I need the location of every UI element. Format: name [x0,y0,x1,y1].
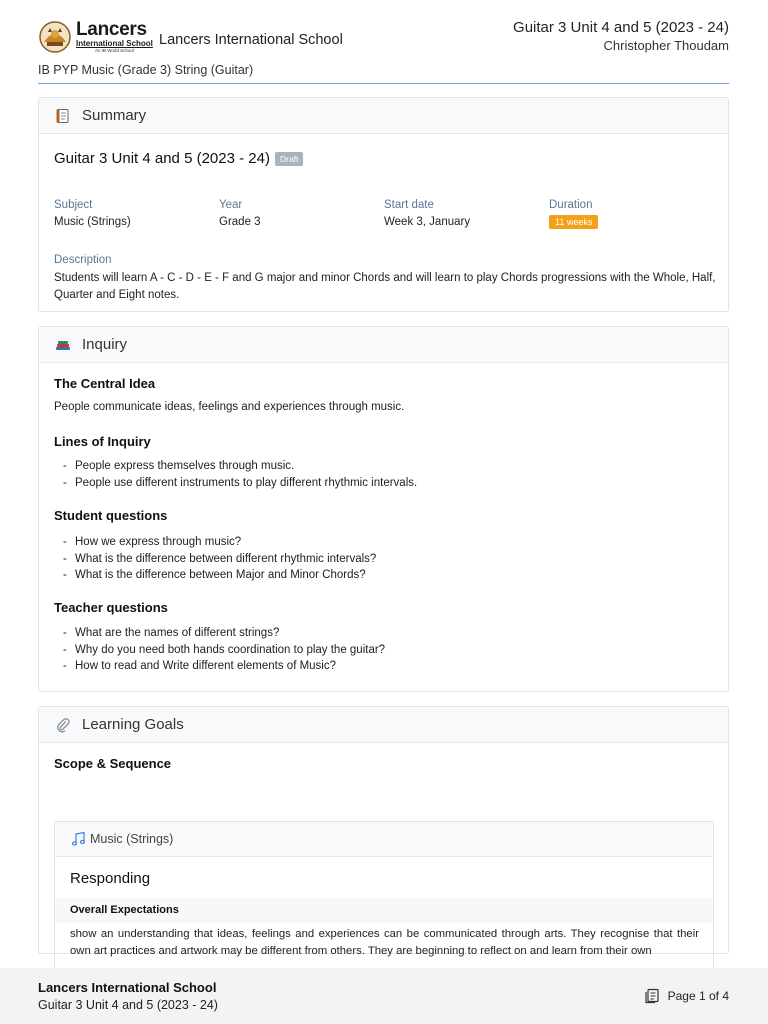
subject-value: Music (Strings) [54,216,131,228]
description-label: Description [54,254,112,266]
page-footer [0,968,768,1024]
learning-goals-heading: Learning Goals [82,716,184,733]
page-number: Page 1 of 4 [667,989,729,1003]
list-item: - Why do you need both hands coordination to play the guitar? [63,642,385,659]
inquiry-heading: Inquiry [82,336,128,353]
summary-heading: Summary [82,107,147,124]
central-idea-heading: The Central Idea [54,376,156,391]
expectations-text: show an understanding that ideas, feelings and experiences can be communicated through arts. They recognise that their own art practices and artwork may be different from others. They are beginning to reflect on and learn from their own [70,928,699,957]
duration-badge: 11 weeks [549,215,598,229]
scope-subject-header [55,822,713,857]
student-questions-heading: Student questions [54,508,168,523]
list-item: - People express themselves through music. [63,458,417,475]
central-idea-text: People communicate ideas, feelings and experiences through music. [54,401,405,413]
scope-subject-card [54,821,714,970]
school-crest-icon [38,20,72,54]
list-item: - How to read and Write different elements of Music? [63,658,385,675]
inquiry-header [39,327,728,363]
paperclip-icon [55,717,71,733]
pages-icon [644,988,660,1004]
teacher-questions-heading: Teacher questions [54,600,168,615]
page-header [38,18,729,64]
year-label: Year [219,199,243,211]
expectations-label: Overall Expectations [70,904,179,916]
duration-value [549,215,598,229]
list-item: - What are the names of different strings? [63,625,385,642]
duration-label: Duration [549,199,593,211]
expectations-header [55,898,713,923]
header-unit-title: Guitar 3 Unit 4 and 5 (2023 - 24) [513,19,729,36]
school-logo [38,20,153,54]
learning-goals-card [38,706,729,957]
year-value: Grade 3 [219,216,261,228]
logo-subtitle: International School [76,39,153,49]
student-questions-list [63,534,376,584]
teacher-questions-list [63,625,385,675]
header-divider [38,83,729,84]
list-item: - How we express through music? [63,534,376,551]
unit-title [54,150,303,167]
summary-card [38,97,729,312]
scope-subject-label: Music (Strings) [90,832,174,846]
books-icon [55,337,71,353]
scroll-icon [55,108,71,124]
list-item: - What is the difference between Major and Minor Chords? [63,567,376,584]
start-date-value: Week 3, January [384,216,471,228]
page-indicator [644,988,729,1004]
description-text: Students will learn A - C - D - E - F and G major and minor Chords and will learn to play Chords progressions with the Whole, Half, Quarter and Eight notes. [54,272,716,301]
header-author: Christopher Thoudam [603,38,729,53]
summary-header [39,98,728,134]
lines-of-inquiry-list [63,458,417,491]
inquiry-card [38,326,729,692]
course-name: IB PYP Music (Grade 3) String (Guitar) [38,63,254,77]
subject-label: Subject [54,199,93,211]
logo-wordmark: Lancers [76,19,147,41]
list-item: - What is the difference between different rhythmic intervals? [63,551,376,568]
strand-title: Responding [70,870,151,887]
logo-tagline: An IB World School [94,48,134,54]
learning-goals-header [39,707,728,743]
footer-school: Lancers International School [38,980,217,995]
music-note-icon [70,831,86,847]
start-date-label: Start date [384,199,434,211]
list-item: - People use different instruments to play different rhythmic intervals. [63,475,417,492]
unit-title-text: Guitar 3 Unit 4 and 5 (2023 - 24) [54,150,270,167]
status-badge: Draft [275,152,303,166]
footer-unit: Guitar 3 Unit 4 and 5 (2023 - 24) [38,998,218,1012]
school-name: Lancers International School [159,32,343,48]
lines-of-inquiry-heading: Lines of Inquiry [54,434,151,449]
scope-sequence-heading: Scope & Sequence [54,756,172,771]
